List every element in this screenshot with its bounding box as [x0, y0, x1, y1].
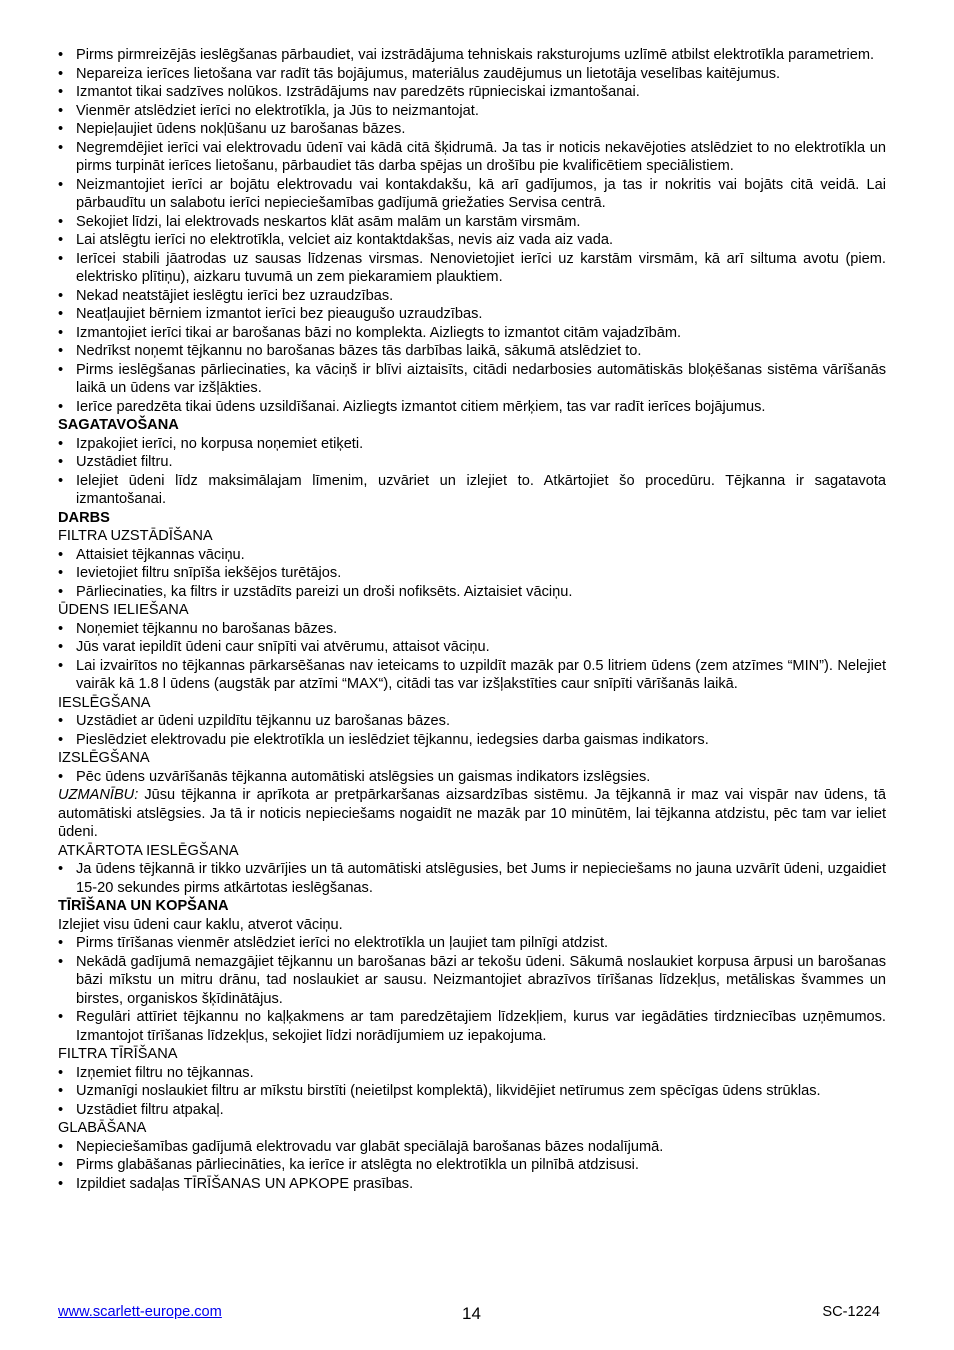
subheading-storage: GLABĀŠANA — [58, 1120, 147, 1136]
list-item: • Pirms ieslēgšanas pārliecinaties, ka vāciņš ir blīvi aiztaisīts, citādi nedarbosies automātiskās bloķēšanas sistēma vārīšanās laikā un ūdens var izšļākties. — [58, 361, 886, 398]
list-item: • Vienmēr atslēdziet ierīci no elektrotīkla, ja Jūs to neizmantojat. — [58, 102, 886, 121]
list-item: • Nekad neatstājiet ieslēgtu ierīci bez uzraudzības. — [58, 287, 886, 306]
page-content — [58, 46, 886, 1193]
subheading-switch-on: IESLĒGŠANA — [58, 694, 151, 711]
subheading-filter-cleaning: FILTRA TĪRĪŠANA — [58, 1046, 178, 1062]
list-item: • Izņemiet filtru no tējkannas. — [58, 1064, 886, 1083]
list-item: • Uzstādiet filtru. — [58, 453, 886, 472]
list-item: • Izpakojiet ierīci, no korpusa noņemiet etiķeti. — [58, 435, 886, 454]
cleaning-intro: Izlejiet visu ūdeni caur kaklu, atverot vāciņu. — [58, 916, 343, 933]
list-item: • Uzstādiet ar ūdeni uzpildītu tējkannu uz barošanas bāzes. — [58, 712, 886, 731]
list-item: • Pirms tīrīšanas vienmēr atslēdziet ierīci no elektrotīkla un ļaujiet tam pilnīgi atdzist. — [58, 934, 886, 953]
section-heading-preparation: SAGATAVOŠANA — [58, 417, 179, 433]
page-footer — [58, 1304, 886, 1324]
list-item: • Neatļaujiet bērniem izmantot ierīci bez pieaugušo uzraudzības. — [58, 305, 886, 324]
list-item: • Izmantojiet ierīci tikai ar barošanas bāzi no komplekta. Aizliegts to izmantot citām vajadzībām. — [58, 324, 886, 343]
subheading-water-filling: ŪDENS IELIEŠANA — [58, 602, 189, 618]
list-item: • Izpildiet sadaļas TĪRĪŠANAS UN APKOPE prasības. — [58, 1175, 886, 1194]
warning-text: Jūsu tējkanna ir aprīkota ar pretpārkaršanas aizsardzības sistēmu. Ja tējkannā ir maz vai vispār nav ūdens, tā automātiski atslēgsies. Ja tā ir noticis nepieciešams nogaidīt ne mazāk par 10 minūtēm, lai tējkanna atdzistu, pēc tam var ieliet ūdeni. — [58, 787, 886, 840]
section-heading-operation: DARBS — [58, 509, 110, 526]
list-item: • Lai atslēgtu ierīci no elektrotīkla, velciet aiz kontaktdakšas, nevis aiz vada aiz vada. — [58, 231, 886, 250]
list-item: • Attaisiet tējkannas vāciņu. — [58, 546, 886, 565]
warning-label: UZMANĪBU: — [58, 787, 139, 803]
warning-note — [58, 786, 886, 842]
list-item: • Nepieļaujiet ūdens nokļūšanu uz barošanas bāzes. — [58, 120, 886, 139]
list-item: • Pirms glabāšanas pārliecināties, ka ierīce ir atslēgta no elektrotīkla un pilnībā atdzisusi. — [58, 1156, 886, 1175]
section-heading-cleaning: TĪRĪŠANA UN KOPŠANA — [58, 898, 229, 914]
list-item: • Nedrīkst noņemt tējkannu no barošanas bāzes tās darbības laikā, sākumā atslēdziet to. — [58, 342, 886, 361]
page-number: 14 — [462, 1304, 481, 1323]
list-item: • Nekādā gadījumā nemazgājiet tējkannu un barošanas bāzi ar tekošu ūdeni. Sākumā noslaukiet korpusa ārpusi un barošanas bāzi mīkstu un mitru drānu, tad noslaukiet ar sausu. Neizmantojiet abrazīvos tīrīšanas līdzekļus, metāliskas švammes un birstes, organiskos šķīdinātājus. — [58, 953, 886, 1009]
list-item: • Nepieciešamības gadījumā elektrovadu var glabāt speciālajā barošanas bāzes nodalījumā. — [58, 1138, 886, 1157]
list-item: • Noņemiet tējkannu no barošanas bāzes. — [58, 620, 886, 639]
list-item: • Ievietojiet filtru snīpīša iekšējos turētājos. — [58, 564, 886, 583]
list-item: • Ja ūdens tējkannā ir tikko uzvārījies un tā automātiski atslēgusies, bet Jums ir nepieciešams no jauna uzvārīt ūdeni, uzgaidiet 15-20 sekundes pirms atkārtotas ieslēgšanas. — [58, 860, 886, 897]
list-item: • Neizmantojiet ierīci ar bojātu elektrovadu vai kontakdakšu, kā arī gadījumos, ja tas ir nokritis vai bojāts citā veidā. Lai pārbaudītu un salabotu ierīci nepieciešamības gadījumā griežaties Servisa centrā. — [58, 176, 886, 213]
list-item: • Ielejiet ūdeni līdz maksimālajam līmenim, uzvāriet un izlejiet to. Atkārtojiet šo procedūru. Tējkanna ir sagatavota izmantošanai. — [58, 472, 886, 509]
website-link[interactable]: www.scarlett-europe.com — [58, 1304, 222, 1320]
list-item: • Nepareiza ierīces lietošana var radīt tās bojājumus, materiālus zaudējumus un lietotāja veselības kaitējumus. — [58, 65, 886, 84]
subheading-switch-off: IZSLĒGŠANA — [58, 750, 150, 766]
subheading-restart: ATKĀRTOTA IESLĒGŠANA — [58, 842, 239, 859]
list-item: • Izmantot tikai sadzīves nolūkos. Izstrādājums nav paredzēts rūpnieciskai izmantošanai. — [58, 83, 886, 102]
list-item: • Lai izvairītos no tējkannas pārkarsēšanas nav ieteicams to uzpildīt mazāk par 0.5 litriem ūdens (zem atzīmes “MIN”). Nelejiet vairāk kā 1.8 l ūdens (augstāk par atzīmi “MAX“), citādi tas var izšļakstīties caur snīpīti vārīšanās laikā. — [58, 657, 886, 694]
list-item: • Uzmanīgi noslaukiet filtru ar mīkstu birstīti (neietilpst komplektā), likvidējiet netīrumus zem spēcīgas ūdens strūklas. — [58, 1082, 886, 1101]
list-item: • Jūs varat iepildīt ūdeni caur snīpīti vai atvērumu, attaisot vāciņu. — [58, 638, 886, 657]
subheading-filter-install: FILTRA UZSTĀDĪŠANA — [58, 528, 213, 544]
list-item: • Sekojiet līdzi, lai elektrovads neskartos klāt asām malām un karstām virsmām. — [58, 213, 886, 232]
list-item: • Ierīce paredzēta tikai ūdens uzsildīšanai. Aizliegts izmantot citiem mērķiem, tas var radīt ierīces bojājumus. — [58, 398, 886, 417]
list-item: • Pirms pirmreizējās ieslēgšanas pārbaudiet, vai izstrādājuma tehniskais raksturojums uzlīmē atbilst elektrotīkla parametriem. — [58, 46, 886, 65]
list-item: • Uzstādiet filtru atpakaļ. — [58, 1101, 886, 1120]
list-item: • Pārliecinaties, ka filtrs ir uzstādīts pareizi un droši nofiksēts. Aiztaisiet vāciņu. — [58, 583, 886, 602]
list-item: • Pieslēdziet elektrovadu pie elektrotīkla un ieslēdziet tējkannu, iedegsies darba gaismas indikators. — [58, 731, 886, 750]
list-item: • Pēc ūdens uzvārīšanās tējkanna automātiski atslēgsies un gaismas indikators izslēgsies. — [58, 768, 886, 787]
list-item: • Negremdējiet ierīci vai elektrovadu ūdenī vai kādā citā šķidrumā. Ja tas ir noticis nekavējoties atslēdziet to no elektrotīkla un pirms turpināt ierīces lietošanu, pārbaudiet tās darba spējas un drošību pie kvalificētiem speciālistiem. — [58, 139, 886, 176]
list-item: • Ierīcei stabili jāatrodas uz sausas līdzenas virsmas. Nenovietojiet ierīci uz karstām virsmām, kā arī siltuma avotu (piem. elektrisko plītiņu), aizkaru tuvumā un zem piekaramiem plauktiem. — [58, 250, 886, 287]
list-item: • Regulāri attīriet tējkannu no kaļķakmens ar tam paredzētajiem līdzekļiem, kurus var iegādāties tirdzniecības uzņēmumos. Izmantojot tīrīšanas līdzekļus, sekojiet līdzi norādījumiem uz iepakojuma. — [58, 1008, 886, 1045]
model-number: SC-1224 — [822, 1304, 880, 1320]
safety-list — [58, 46, 886, 416]
